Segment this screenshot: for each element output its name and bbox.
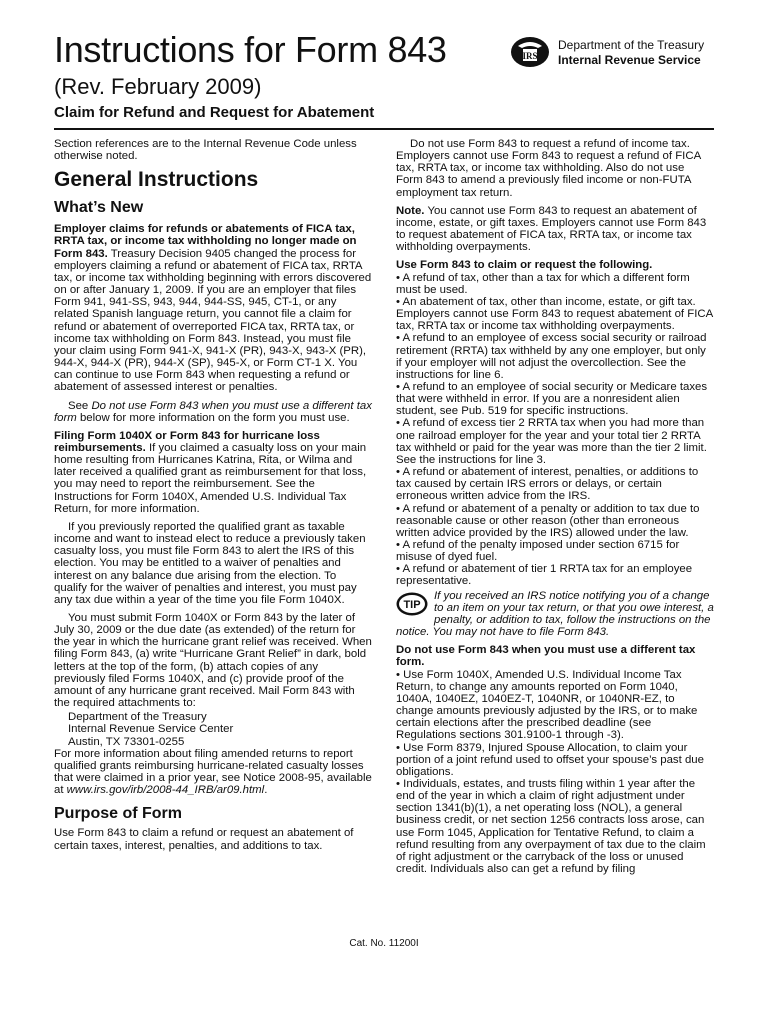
note-label: Note. xyxy=(396,204,425,217)
list-item: • Use Form 8379, Injured Spouse Allocation, to claim your portion of a joint refund used to offset your spouse’s past due obligations. xyxy=(396,741,704,778)
paragraph-more-info xyxy=(54,748,372,797)
left-column xyxy=(54,138,372,858)
paragraph-qualified-grant: If you previously reported the qualified grant as taxable income and want to instead elect to reduce a previously taken casualty loss, you must file Form 843 to alert the IRS of this election. You may be entitled to a waiver of penalties and interest on any balance due arising from the election. To qualify for the waiver of penalties and interest, you must pay any tax due within a year of the time you file Form 1040X. xyxy=(54,520,366,606)
revision-date: (Rev. February 2009) xyxy=(54,74,262,99)
irs-link[interactable]: www.irs.gov/irb/2008-44_IRB/ar09.html xyxy=(66,784,265,797)
right-column xyxy=(396,138,714,875)
mailing-address xyxy=(54,711,372,747)
heading-general-instructions: General Instructions xyxy=(54,168,259,192)
paragraph-submit: You must submit Form 1040X or Form 843 by the later of July 30, 2009 or the due date (as extended) of the return for the year in which the hurricane grant relief was received. When filing Form 843, (a) write “Hurricane Grant Relief” in dark, bold letters at the top of the form, (b) attach copies of any previously filed Forms 1040X, and (c) provide proof of the amount of any hurricane grant received. Mail Form 843 with the required attachments to: xyxy=(54,612,372,710)
heading-purpose-of-form: Purpose of Form xyxy=(54,805,183,823)
document-subtitle: Claim for Refund and Request for Abatement xyxy=(54,104,375,121)
tip-icon xyxy=(396,592,428,616)
use-form-heading: Use Form 843 to claim or request the following. xyxy=(396,259,653,272)
list-item: • A refund to an employee of excess social security or railroad retirement (RRTA) tax withheld by any one employer, but only if your employer will not adjust the overcollection. See the instructions for line 6. xyxy=(396,332,707,381)
see-text-b: below for more information on the form you must use. xyxy=(76,411,350,424)
tip-label: TIP xyxy=(403,598,421,611)
address-line: Department of the Treasury xyxy=(68,711,207,724)
department-block xyxy=(558,38,704,68)
note-text: You cannot use Form 843 to request an abatement of income, estate, or gift taxes. Employers cannot use Form 843 to request abatement of FICA tax, RRTA tax, or income tax withholding overpayments. xyxy=(396,204,707,254)
paragraph-purpose: Use Form 843 to claim a refund or request an abatement of certain taxes, interest, penalties, and additions to tax. xyxy=(54,827,354,852)
list-item: • A refund or abatement of tier 1 RRTA tax for an employee representative. xyxy=(396,563,693,588)
address-line: Internal Revenue Service Center xyxy=(68,723,234,736)
more-info-end: . xyxy=(264,784,268,797)
employer-claims-lead: Employer claims for refunds or abatements of FICA tax, RRTA tax, or income tax withholding no longer made on Form 843. xyxy=(54,223,357,260)
agency-name: Internal Revenue Service xyxy=(558,53,701,67)
hurricane-lead: Filing Form 1040X or Form 843 for hurricane loss reimbursements. xyxy=(54,429,320,454)
list-item: • A refund of excess tier 2 RRTA tax when you had more than one railroad employer for the year and your total tier 2 RRTA tax withheld or paid for the year was more than the tier 2 limit. See the instructions for line 3. xyxy=(396,417,707,466)
cross-reference: Do not use Form 843 when you must use a different tax form xyxy=(54,399,372,424)
paragraph-hurricane xyxy=(54,430,372,515)
do-not-use-heading: Do not use Form 843 when you must use a different tax form. xyxy=(396,644,696,669)
heading-whats-new: What’s New xyxy=(54,199,144,217)
more-info-text: For more information about filing amended returns to report qualified grants reimbursing hurricane-related casualty losses that were claimed in a prior year, see Notice 2008-95, available at xyxy=(54,747,372,797)
use-form-list xyxy=(396,272,714,588)
hurricane-text: If you claimed a casualty loss on your main home resulting from Hurricanes Katrina, Rita, or Wilma and later received a qualified grant as reimbursement for that loss, you may need to report the reimbursement. See the Instructions for Form 1040X, Amended U.S. Individual Tax Return, for more information. xyxy=(54,441,367,515)
department-name: Department of the Treasury xyxy=(558,38,705,52)
see-text-a: See xyxy=(68,399,92,412)
tip-text: If you received an IRS notice notifying you of a change to an item on your tax return, or that you owe interest, a penalty, or addition to tax, follow the instructions on the notice. You may not have to file Form 843. xyxy=(396,589,714,639)
document-title: Instructions for Form 843 xyxy=(54,29,447,70)
list-item: • Individuals, estates, and trusts filing within 1 year after the end of the year in which a claim of right adjustment under section 1341(b)(1), a net operating loss (NOL), a general business credit, or net section 1256 contracts loss arose, can use Form 1045, Application for Tentative Refund, to claim a refund resulting from any overpayment of tax due to the claim of right adjustment or the carryback of the loss or unused credit. Individuals also can get a refund by filing xyxy=(396,777,706,876)
paragraph-employer-claims xyxy=(54,223,372,393)
list-item: • A refund or abatement of a penalty or addition to tax due to reasonable cause or other reason (other than erroneous written advice provided by the IRS) allowed under the law. xyxy=(396,502,700,539)
header-rule xyxy=(54,128,714,130)
list-item: • Use Form 1040X, Amended U.S. Individual Income Tax Return, to change any amounts reported on Form 1040, 1040A, 1040EZ, 1040EZ-T, 1040NR, or 1040NR-EZ, to change amounts previously adjusted by the IRS, or to make certain elections after the prescribed deadline (see Regulations sections 301.9100-1 through -3). xyxy=(396,668,698,742)
list-item: • A refund of the penalty imposed under section 6715 for misuse of dyed fuel. xyxy=(396,539,680,564)
list-item: • A refund of tax, other than a tax for which a different form must be used. xyxy=(396,271,690,296)
different-form-list xyxy=(396,669,714,876)
tip-box xyxy=(396,590,714,639)
catalog-number: Cat. No. 11200I xyxy=(349,938,419,949)
list-item: • A refund to an employee of social security or Medicare taxes that were withheld in error. If you are a nonresident alien student, see Pub. 519 for specific instructions. xyxy=(396,380,708,418)
note-paragraph xyxy=(396,205,714,254)
svg-text:IRS: IRS xyxy=(522,51,538,61)
address-line: Austin, TX 73301-0255 xyxy=(68,735,185,748)
list-item: • An abatement of tax, other than income, estate, or gift tax. Employers cannot use Form 843 to request abatement of FICA tax, RRTA tax or income tax withholding overpayments. xyxy=(396,295,713,333)
list-item: • A refund or abatement of interest, penalties, or additions to tax caused by certain IRS errors or delays, or certain erroneous written advice from the IRS. xyxy=(396,466,699,503)
intro-text: Section references are to the Internal Revenue Code unless otherwise noted. xyxy=(54,138,357,163)
paragraph-see-different-form xyxy=(54,400,372,424)
employer-claims-text: Treasury Decision 9405 changed the process for employers claiming a refund or abatement of FICA tax, RRTA tax, or income tax withholding beginning with errors discovered on or after January 1, 2009. If you are an employer that files Form 941, 941-SS, 943, 944, 944-SS, 945, CT-1, or any related Spanish language return, you cannot file a claim for refund or abatement of overreported FICA tax, RRTA tax, or income tax withholding on Form 843. Instead, you must file your claim using Form 941-X, 941-X (PR), 943-X, 943-X (PR), 944-X, 944-X (PR), 944-X (SP), 945-X, or Form CT-1 X. You can continue to use Form 843 when requesting a refund or abatement of assessed interest or penalties. xyxy=(54,247,372,394)
paragraph-do-not-use: Do not use Form 843 to request a refund of income tax. Employers cannot use Form 843 to request a refund of FICA tax, RRTA tax, or income tax withholding. Also do not use Form 843 to amend a previously filed income or non-FUTA employment tax return. xyxy=(396,138,701,199)
irs-eagle-logo-icon xyxy=(510,36,550,68)
